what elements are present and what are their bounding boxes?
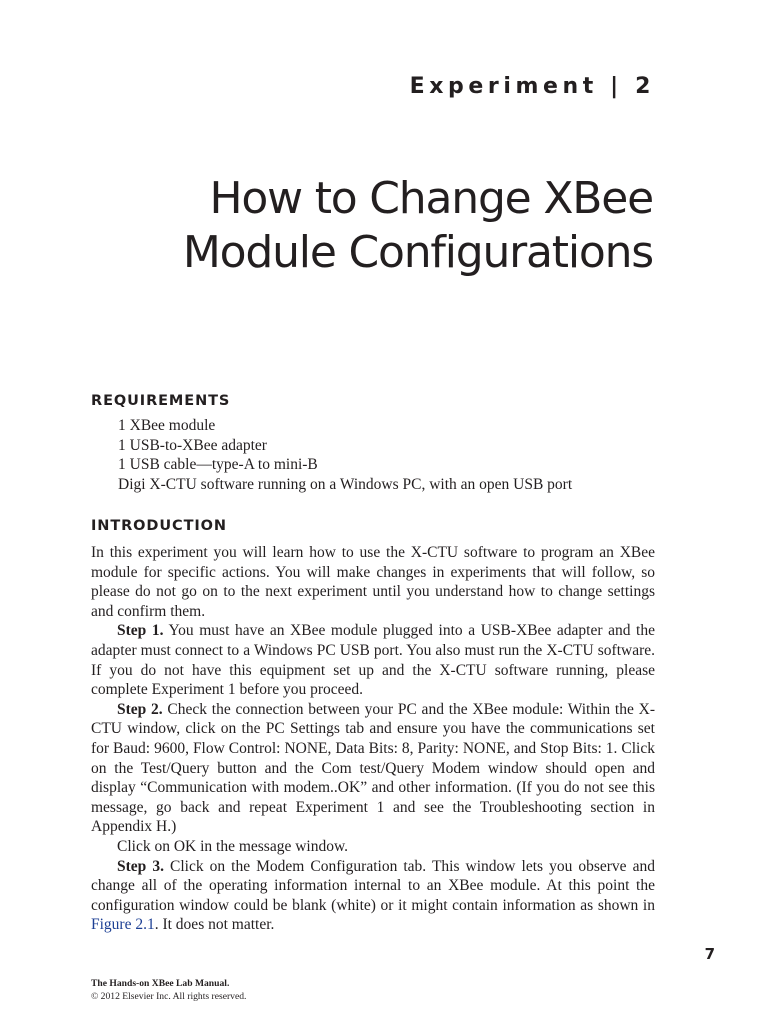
title-line-1: How to Change XBee <box>209 173 653 224</box>
intro-paragraph: In this experiment you will learn how to use the X-CTU software to program an XBee module for specific actions. You will make changes in experiments that will follow, so please do not go on to the next experiment until you understand how to change settings and confirm them. <box>91 544 655 620</box>
requirement-item: Digi X-CTU software running on a Windows PC, with an open USB port <box>118 475 573 493</box>
step-3-paragraph <box>91 857 655 935</box>
requirements-heading: REQUIREMENTS <box>91 393 231 409</box>
requirement-item: 1 USB cable—type-A to mini-B <box>118 456 318 474</box>
step-2-text: Check the connection between your PC and the XBee module: Within the X-CTU window, click on the PC Settings tab and ensure you have the communications set for Baud: 9600, Flow Control: NONE, Data Bits: 8, Parity: NONE, and Stop Bits: 1. Click on the Test/Query button and the Com test/Query Modem window should open and display “Communication with modem..OK” and other information. (If you do not see this message, go back and repeat Experiment 1 and see the Troubleshooting section in Appendix H.) <box>91 700 655 836</box>
chapter-label: Experiment | 2 <box>409 74 655 99</box>
step-3-text-b: . It does not matter. <box>154 916 275 934</box>
footer-copyright: © 2012 Elsevier Inc. All rights reserved. <box>91 991 247 1002</box>
page-number: 7 <box>704 945 715 963</box>
requirements-list <box>118 416 572 494</box>
click-ok-paragraph: Click on OK in the message window. <box>117 837 349 855</box>
footer <box>91 977 246 1003</box>
step-3-text-a: Click on the Modem Configuration tab. This window lets you observe and change all of the operating information internal to an XBee module. At this point the configuration window could be blank (white) or it might contain information as shown in <box>91 857 655 914</box>
step-1-paragraph <box>91 621 655 699</box>
title-line-2: Module Configurations <box>182 227 653 278</box>
step-3-label: Step 3. <box>117 857 164 875</box>
requirement-item: 1 USB-to-XBee adapter <box>118 436 267 454</box>
step-1-label: Step 1. <box>117 622 164 640</box>
step-2-paragraph <box>91 700 655 837</box>
requirement-item: 1 XBee module <box>118 417 216 434</box>
step-1-text: You must have an XBee module plugged into a USB-XBee adapter and the adapter must connect to a Windows PC USB port. You also must run the X-CTU software. If you do not have this equipment set up and the X-CTU software running, please complete Experiment 1 before you proceed. <box>91 622 655 699</box>
step-2-label: Step 2. <box>117 700 163 718</box>
introduction-heading: INTRODUCTION <box>91 518 227 534</box>
footer-book-title: The Hands-on XBee Lab Manual. <box>91 978 230 989</box>
introduction-body <box>91 543 655 935</box>
figure-2-1-link[interactable]: Figure 2.1 <box>91 916 155 934</box>
page-title <box>93 172 653 280</box>
